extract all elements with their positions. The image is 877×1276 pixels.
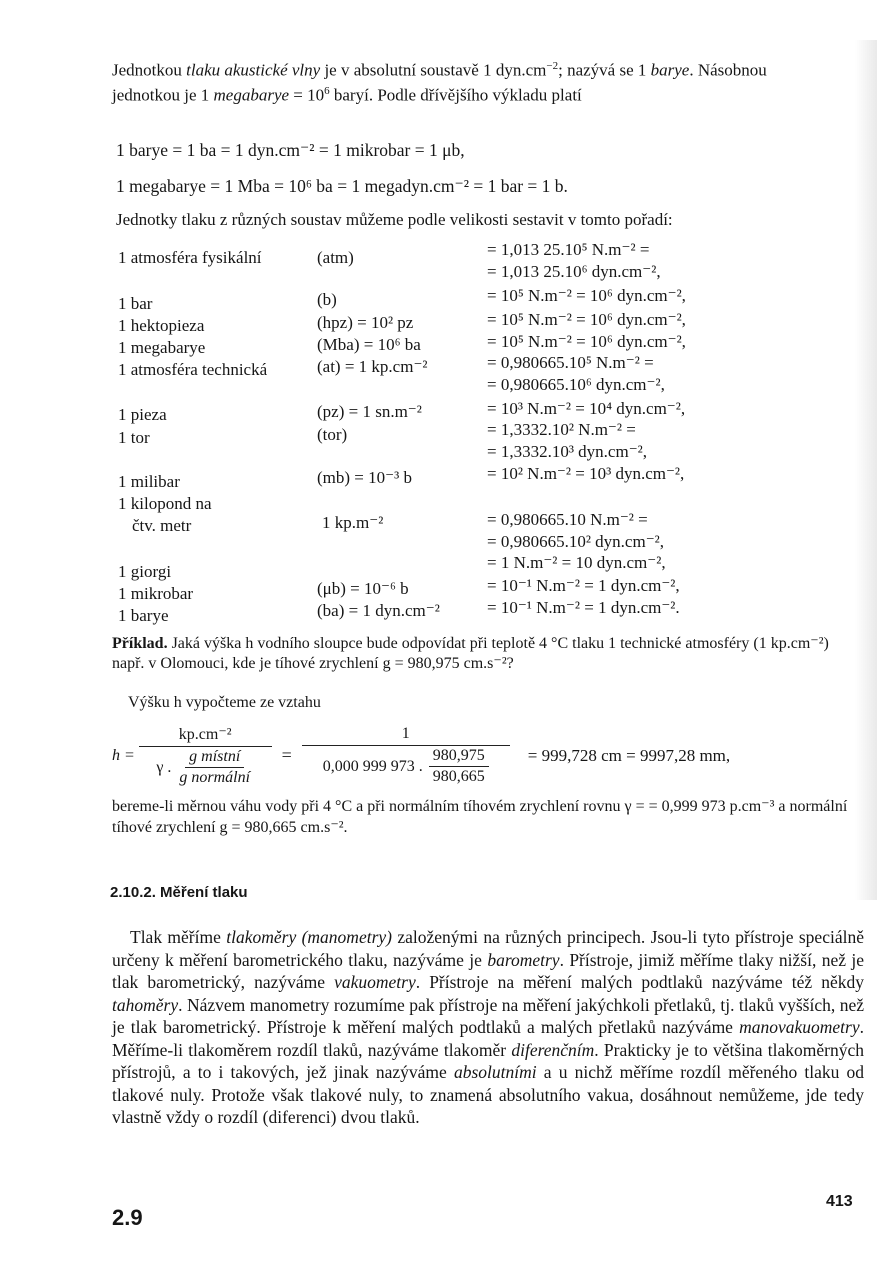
intro-term: barye <box>650 60 690 80</box>
unit-symbol: (Mba) = 10⁶ ba <box>317 335 421 354</box>
g-local: g místní <box>185 748 244 768</box>
intro-text: = 10 <box>289 85 325 105</box>
example-label: Příklad. <box>112 635 168 652</box>
intro-term: megabarye <box>213 85 290 105</box>
unit-symbol: (mb) = 10⁻³ b <box>317 468 412 487</box>
unit-value: = 1,013 25.10⁶ dyn.cm⁻², <box>487 262 661 281</box>
formula-result: = 999,728 cm = 9997,28 mm, <box>527 745 731 765</box>
unit-value: = 1,013 25.10⁵ N.m⁻² = <box>487 240 650 259</box>
order-sentence: Jednotky tlaku z různých soustav můžeme podle velikosti sestavit v tomto pořadí: <box>116 210 673 229</box>
intro-sup: −2 <box>546 60 559 72</box>
unit-name: 1 milibar <box>118 472 180 491</box>
unit-value: = 10³ N.m⁻² = 10⁴ dyn.cm⁻², <box>487 399 686 418</box>
gravity-values <box>429 747 489 786</box>
intro-text: ; nazývá se 1 <box>558 60 651 80</box>
intro-text: . Násobnou jednotkou je 1 <box>112 60 767 105</box>
unit-value: = 10⁻¹ N.m⁻² = 1 dyn.cm⁻². <box>487 598 680 617</box>
fraction-denominator <box>152 747 258 787</box>
unit-symbol: (at) = 1 kp.cm⁻² <box>317 357 428 376</box>
intro-paragraph <box>112 56 834 105</box>
unit-value: = 10² N.m⁻² = 10³ dyn.cm⁻², <box>487 464 685 483</box>
intro-text: baryí. Podle dřívějšího výkladu platí <box>329 85 582 105</box>
fraction-one: 1 <box>302 725 510 746</box>
g-normal-value: 980,665 <box>432 768 485 785</box>
unit-name: 1 kilopond na <box>118 494 212 513</box>
unit-value: = 0,980665.10⁶ dyn.cm⁻², <box>487 375 665 394</box>
intro-text: Jednotkou <box>112 60 187 80</box>
unit-name: 1 giorgi <box>118 562 172 581</box>
unit-value: = 1,3332.10² N.m⁻² = <box>487 420 636 439</box>
calc-intro: Výšku h vypočteme ze vztahu <box>128 694 321 711</box>
unit-value: = 10⁵ N.m⁻² = 10⁶ dyn.cm⁻², <box>487 332 686 351</box>
height-formula <box>112 724 730 787</box>
g-local-value: 980,975 <box>429 747 489 767</box>
unit-value: = 0,980665.10⁵ N.m⁻² = <box>487 353 654 372</box>
intro-term: tlaku akustické vlny <box>186 60 321 80</box>
formula-equals: = <box>281 745 292 765</box>
unit-value: = 0,980665.10² dyn.cm⁻², <box>487 532 665 551</box>
unit-value: = 1 N.m⁻² = 10 dyn.cm⁻², <box>487 553 666 572</box>
unit-symbol: 1 kp.m⁻² <box>322 513 384 532</box>
unit-value: = 10⁻¹ N.m⁻² = 1 dyn.cm⁻², <box>487 576 680 595</box>
section-body: Tlak měříme tlakoměry (manometry) založenými na různých principech. Jsou-li tyto přístroje speciálně určeny k měření barometrického tlaku, nazýváme je barometry. Přístroje, jimiž měříme tlaky nižší, než je tlak barometrický, nazýváme vakuometry. Přístroje na měření malých podtlaků nazýváme též někdy tahoměry. Názvem manometry rozumíme pak přístroje na měření jakýchkoli přetlaků, tj. tlaků vyšších, než je tlak barometrický. Přístroje k měření malých podtlaků a malých přetlaků nazýváme manovakuometry. Měříme-li tlakoměrem rozdíl tlaků, nazýváme tlakoměr diferenčním. Prakticky je to většina tlakoměrných přístrojů, a to i takových, jež jinak nazýváme absolutními a u nichž měříme rozdíl měřeného tlaku od tlakové nuly. Protože však tlakové nuly, to znamená absolutního vakua, dosáhnout nemůžeme, jde tedy vlastně vždy o rozdíl (diferenci) dvou tlaků. <box>112 927 864 1127</box>
fraction-second <box>302 725 510 786</box>
unit-symbol: (b) <box>317 290 337 309</box>
unit-symbol: (pz) = 1 sn.m⁻² <box>317 402 422 421</box>
unit-name: 1 bar <box>118 294 153 313</box>
unit-name: 1 mikrobar <box>118 584 194 603</box>
unit-name: 1 pieza <box>118 405 167 424</box>
gamma-symbol: γ . <box>156 758 172 776</box>
fraction-numerator: kp.cm⁻² <box>139 724 272 747</box>
unit-symbol: (atm) <box>317 248 354 267</box>
chapter-number: 2.9 <box>112 1205 143 1230</box>
unit-name: 1 atmosféra technická <box>118 360 268 379</box>
equation-barye: 1 barye = 1 ba = 1 dyn.cm⁻² = 1 mikrobar = 1 μb, <box>116 140 465 160</box>
example-paragraph <box>112 634 852 674</box>
unit-value: = 10⁵ N.m⁻² = 10⁶ dyn.cm⁻², <box>487 286 686 305</box>
gamma-value: 0,000 999 973 . <box>322 757 423 775</box>
unit-value: = 10⁵ N.m⁻² = 10⁶ dyn.cm⁻², <box>487 310 686 329</box>
unit-name: 1 megabarye <box>118 338 206 357</box>
example-text: Jaká výška h vodního sloupce bude odpovídat při teplotě 4 °C tlaku 1 technické atmosféry (1 kp.cm⁻²) např. v Olomouci, kde je tíhové zrychlení g = 980,975 cm.s⁻²? <box>112 635 829 672</box>
g-normal: g normální <box>179 769 251 786</box>
formula-h: h = <box>112 746 135 764</box>
example-note: bereme-li měrnou váhu vody při 4 °C a při normálním tíhovém zrychlení rovnu γ = = 0,999 973 p.cm⁻³ a normální tíhové zrychlení g = 980,665 cm.s⁻². <box>112 798 848 836</box>
unit-name: 1 barye <box>118 606 169 625</box>
unit-name: 1 tor <box>118 428 150 447</box>
unit-symbol: (hpz) = 10² pz <box>317 313 414 332</box>
page-number: 413 <box>826 1193 853 1210</box>
unit-symbol: (μb) = 10⁻⁶ b <box>317 579 409 598</box>
equation-megabarye: 1 megabarye = 1 Mba = 10⁶ ba = 1 megadyn.cm⁻² = 1 bar = 1 b. <box>116 176 568 196</box>
page-edge-shadow <box>855 40 877 900</box>
unit-value: = 0,980665.10 N.m⁻² = <box>487 510 648 529</box>
unit-value: = 1,3332.10³ dyn.cm⁻², <box>487 442 648 461</box>
intro-text: je v absolutní soustavě 1 dyn.cm <box>320 60 547 80</box>
gravity-ratio <box>175 748 254 787</box>
unit-name: čtv. metr <box>132 516 192 535</box>
unit-name: 1 atmosféra fysikální <box>118 248 262 267</box>
unit-symbol: (tor) <box>317 425 348 444</box>
fraction-second-denominator <box>319 746 493 786</box>
unit-name: 1 hektopieza <box>118 316 205 335</box>
intro-sup: 6 <box>324 84 330 97</box>
section-heading: 2.10.2. Měření tlaku <box>110 884 248 901</box>
fraction-main <box>139 724 272 787</box>
unit-symbol: (ba) = 1 dyn.cm⁻² <box>317 601 440 620</box>
